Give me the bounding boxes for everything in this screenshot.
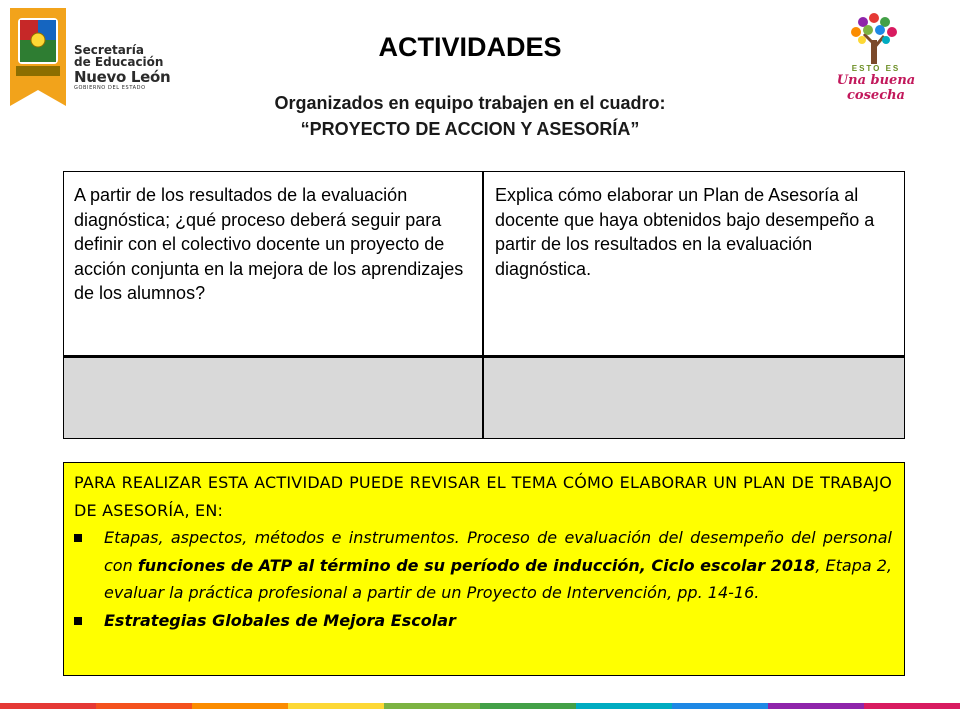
strip-segment (672, 703, 768, 709)
strip-segment (96, 703, 192, 709)
question-cell-2: Explica cómo elaborar un Plan de Asesoría al docente que haya obtenidos bajo desempeño a partir de los resultados en la evaluación diagnóstica. (495, 185, 875, 279)
logo-small-text: ESTO ES (851, 64, 901, 73)
subtitle-line-1: Organizados en equipo trabajen en el cuadro: (274, 93, 666, 113)
strip-segment (288, 703, 384, 709)
strip-segment (0, 703, 96, 709)
note-heading: PARA REALIZAR ESTA ACTIVIDAD PUEDE REVISAR EL TEMA CÓMO ELABORAR UN PLAN DE TRABAJO DE ASESORÍA, EN: (74, 473, 892, 520)
resource-list (74, 524, 892, 634)
resource-note (63, 462, 905, 676)
subtitle-line-2: “PROYECTO DE ACCION Y ASESORÍA” (300, 119, 640, 139)
item1-text-end: , Etapa 2, evaluar la práctica profesional a partir de un Proyecto de Intervención, pp. 14-16. (104, 555, 893, 602)
square-bullet-icon (74, 617, 82, 625)
nuevo-leon-shield-icon (10, 8, 66, 106)
square-bullet-icon (74, 534, 82, 542)
question-cell-1: A partir de los resultados de la evaluación diagnóstica; ¿qué proceso deberá seguir para definir con el colectivo docente un proyecto de acción conjunta en la mejora de los aprendizajes de los alumnos? (64, 172, 484, 355)
secretaria-educacion-logo (10, 8, 180, 108)
logo-line-2: de Educación (74, 55, 164, 69)
strip-segment (192, 703, 288, 709)
strip-segment (768, 703, 864, 709)
strip-segment (576, 703, 672, 709)
strip-segment (864, 703, 960, 709)
page-subtitle (170, 90, 770, 142)
logo-script-text: Una buena cosecha (836, 73, 916, 103)
item2-text: Estrategias Globales de Mejora Escolar (104, 610, 456, 630)
strip-segment (384, 703, 480, 709)
logo-line-4: GOBIERNO DEL ESTADO (74, 85, 146, 91)
item1-text: Etapas, aspectos, métodos e instrumentos. Proceso de evaluación del desempeño del personal con (104, 528, 892, 575)
list-item (74, 524, 892, 607)
answer-cell-1[interactable] (64, 358, 484, 438)
item1-bold-text: funciones de ATP al término de su período de inducción, Ciclo escolar 2018 (137, 555, 816, 575)
strip-segment (480, 703, 576, 709)
tree-icon (844, 10, 904, 66)
logo-line-1: Secretaría (74, 43, 144, 57)
activity-table (63, 171, 905, 439)
buena-cosecha-logo (806, 10, 946, 103)
logo-line-3: Nuevo León (74, 68, 171, 86)
answer-cell-2[interactable] (484, 358, 904, 438)
footer-color-strip (0, 703, 960, 709)
page-title: ACTIVIDADES (378, 32, 562, 62)
list-item (74, 607, 892, 635)
secretaria-educacion-wordmark (74, 44, 184, 92)
